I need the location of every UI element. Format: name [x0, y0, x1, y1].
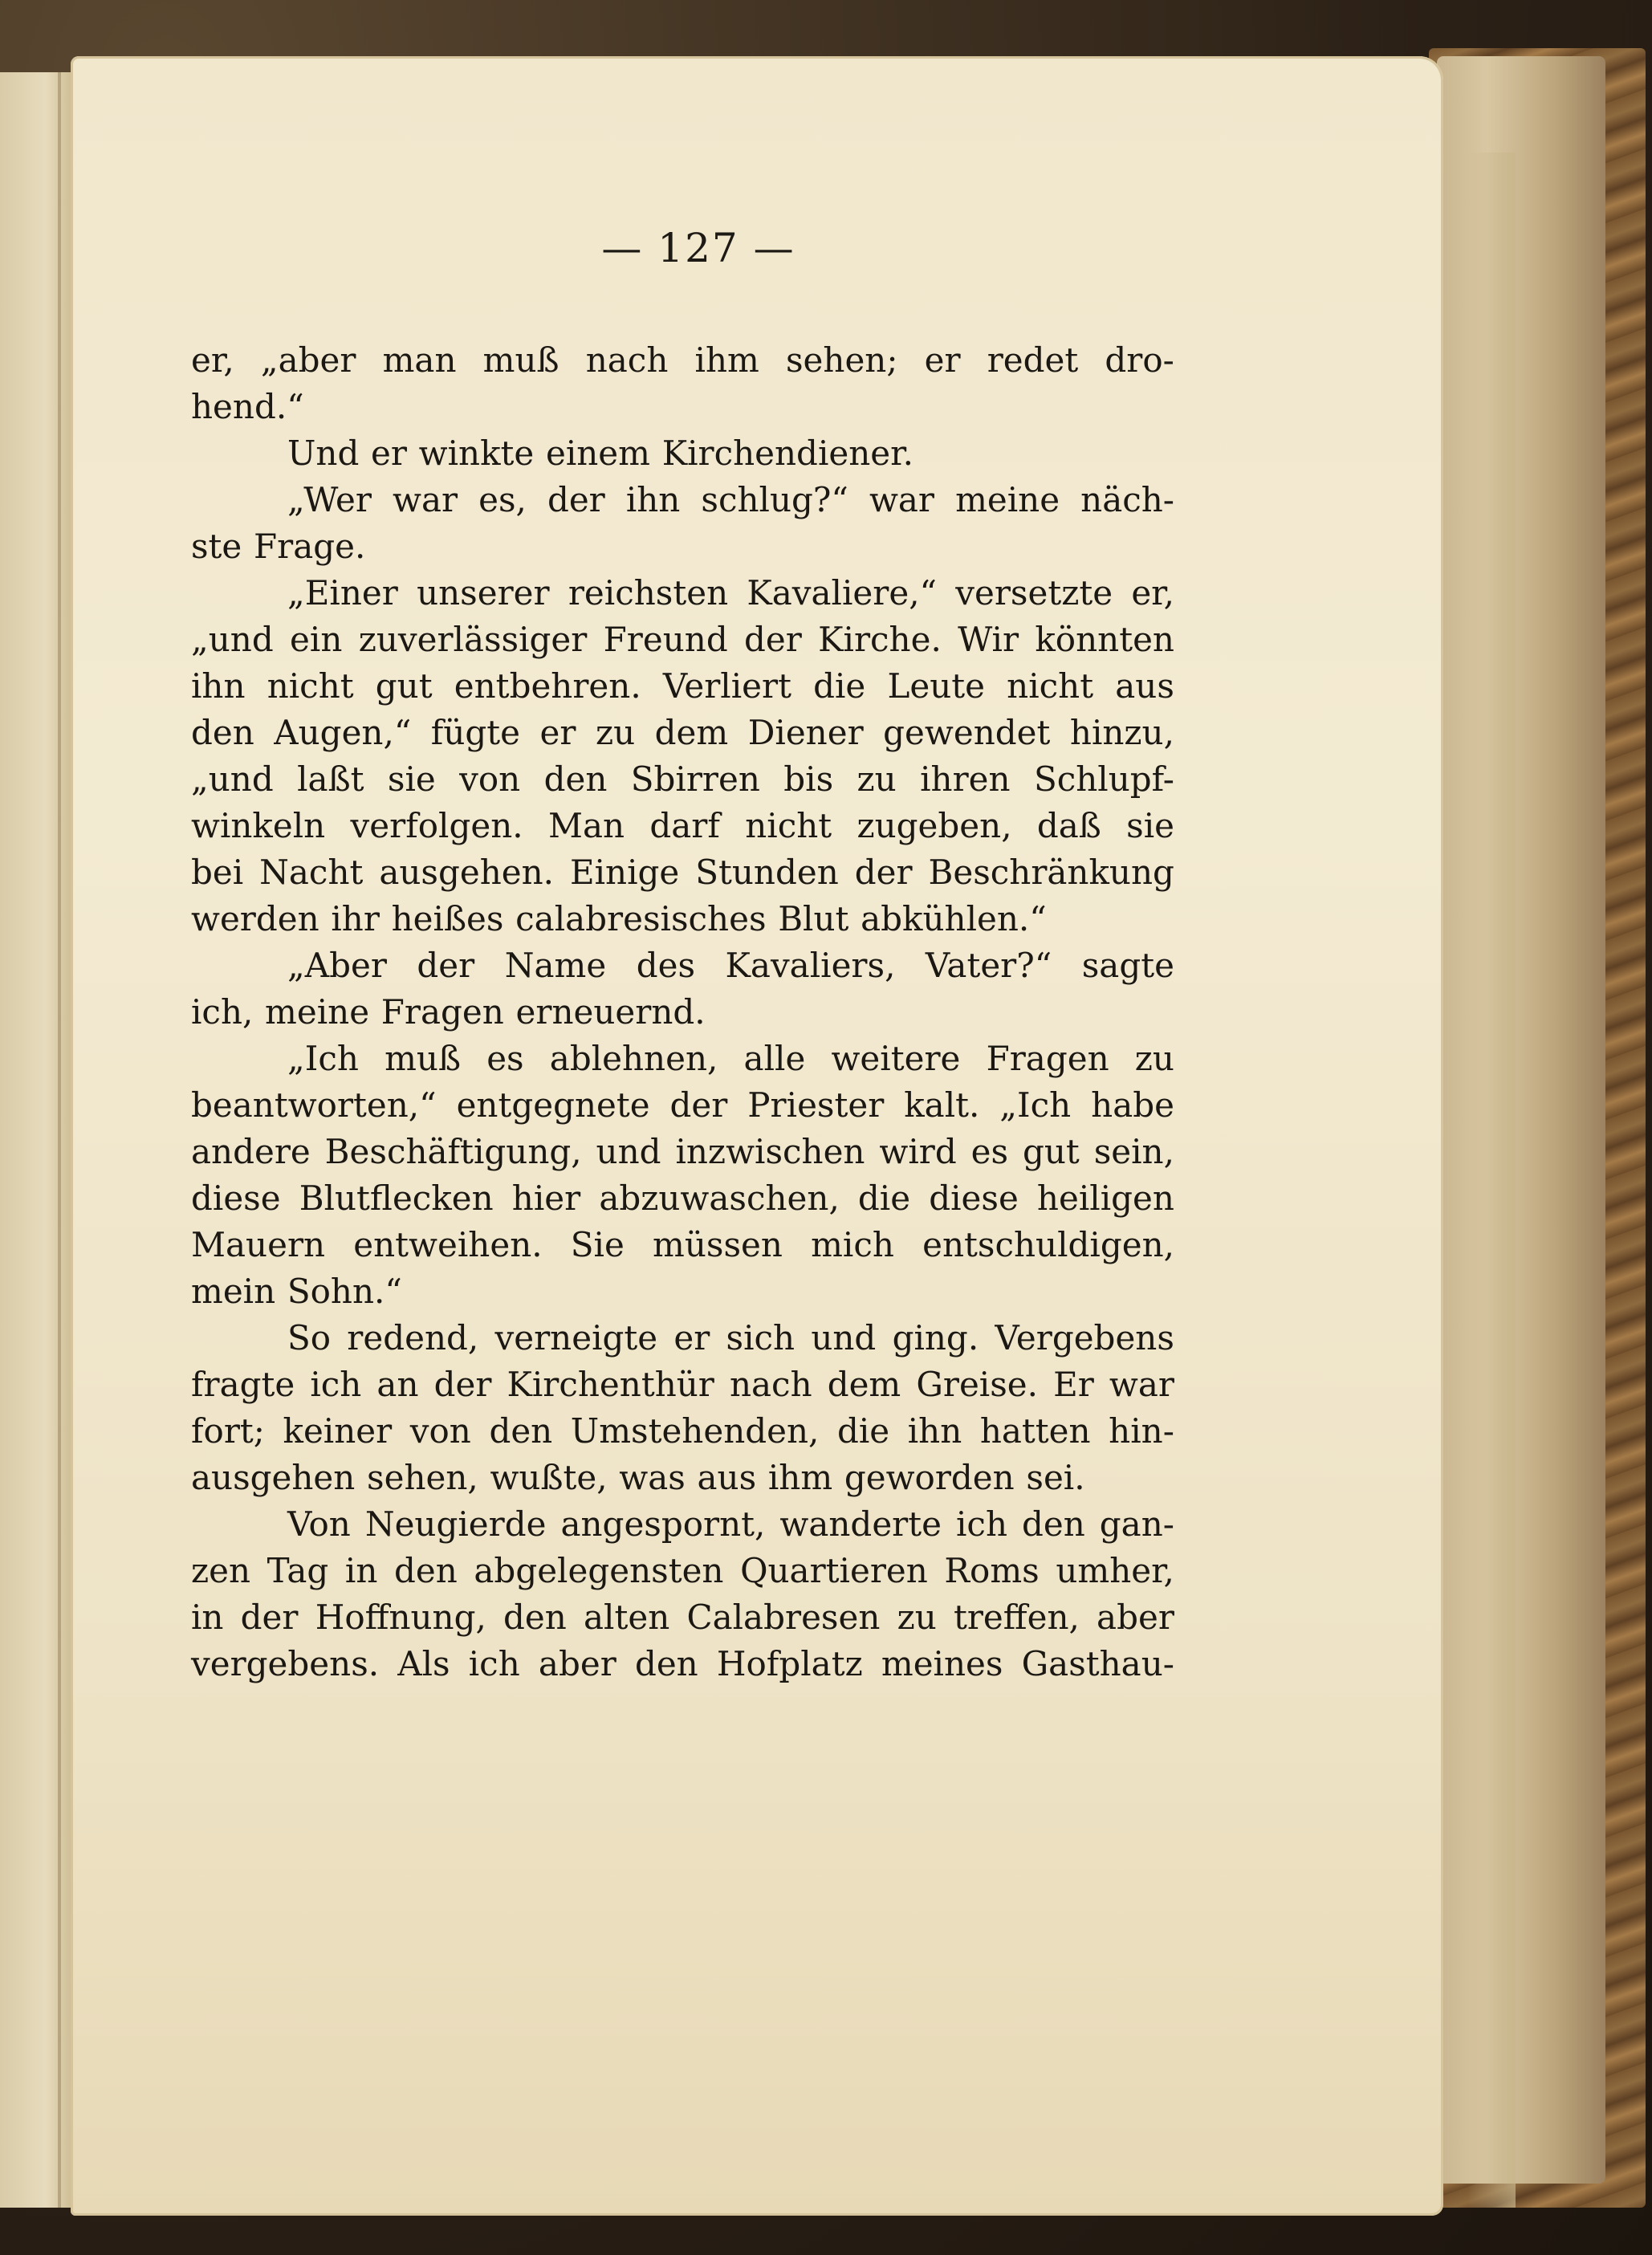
word: Blutflecken	[299, 1178, 494, 1218]
word: umher,	[1056, 1551, 1174, 1590]
word: Vater?“	[925, 946, 1052, 985]
word: näch-	[1080, 480, 1174, 519]
word: „Einer	[287, 573, 398, 613]
word: Kirchenthür	[507, 1365, 714, 1404]
word: werden	[191, 899, 319, 938]
word: nicht	[1007, 666, 1094, 706]
text-line	[191, 430, 1174, 477]
word: dem	[827, 1365, 901, 1404]
word: sich	[726, 1318, 795, 1357]
word: vergebens.	[191, 1644, 380, 1683]
word: Gasthau-	[1021, 1644, 1174, 1683]
word: Vergebens	[995, 1318, 1174, 1357]
word: Tag	[267, 1551, 329, 1590]
word: Greise.	[916, 1365, 1039, 1404]
word: zen	[191, 1551, 251, 1590]
word: Sbirren	[630, 759, 760, 799]
word: redend,	[347, 1318, 479, 1357]
word: Kavaliere,“	[747, 573, 938, 613]
body-text	[191, 337, 1174, 1687]
word: den	[1022, 1504, 1085, 1544]
word: Einige	[569, 853, 680, 892]
word: Neugierde	[364, 1504, 547, 1544]
word: Diener	[747, 713, 864, 752]
word: andere	[191, 1132, 311, 1171]
page-stack-edge	[1437, 56, 1605, 2184]
word: „Aber	[287, 946, 387, 985]
word: ihr	[331, 899, 380, 938]
text-line	[191, 849, 1174, 896]
word: die	[813, 666, 866, 706]
word: laßt	[297, 759, 364, 799]
word: in	[191, 1598, 224, 1637]
word: Fragen	[380, 992, 504, 1032]
word: „Ich	[287, 1039, 359, 1078]
word: meine	[265, 992, 370, 1032]
word: ihn	[625, 480, 681, 519]
text-line	[191, 1408, 1174, 1455]
word: Augen,“	[274, 713, 412, 752]
text-line	[191, 1501, 1174, 1548]
word: abgelegensten	[474, 1551, 724, 1590]
word: sein,	[1093, 1132, 1174, 1171]
word: einem	[545, 433, 650, 473]
facing-page-edge	[0, 72, 76, 2208]
word: ich,	[191, 992, 254, 1032]
word: von	[409, 1411, 471, 1451]
word: Kirche.	[818, 620, 942, 659]
word: „Wer	[287, 480, 372, 519]
word: bei	[191, 853, 244, 892]
word: fügte	[430, 713, 521, 752]
word: Sie	[570, 1225, 625, 1264]
word: Wir	[958, 620, 1019, 659]
text-line	[191, 384, 1174, 430]
word: war	[393, 480, 458, 519]
word: sei.	[1026, 1458, 1085, 1497]
word: entbehren.	[454, 666, 641, 706]
word: Kavaliers,	[725, 946, 896, 985]
word: wird	[879, 1132, 957, 1171]
word: zuverlässiger	[358, 620, 588, 659]
word: sehen,	[367, 1458, 478, 1497]
word: Blut	[778, 899, 849, 938]
word: zu	[857, 759, 897, 799]
word: mein	[191, 1272, 276, 1311]
word: der	[240, 1598, 299, 1637]
word: „und	[191, 620, 274, 659]
word: Frage.	[253, 527, 366, 566]
text-line	[191, 523, 1174, 570]
word: er,	[191, 340, 234, 380]
word: aus	[1115, 666, 1174, 706]
word: ich	[955, 1504, 1007, 1544]
word: zugeben,	[857, 806, 1012, 845]
word: calabresisches	[515, 899, 767, 938]
word: darf	[649, 806, 720, 845]
word: verneigte	[494, 1318, 658, 1357]
word: ein	[290, 620, 343, 659]
word: er	[673, 1318, 710, 1357]
word: mich	[811, 1225, 894, 1264]
text-line	[191, 1222, 1174, 1268]
word: hatten	[979, 1411, 1091, 1451]
word: hin-	[1109, 1411, 1174, 1451]
text-line	[191, 1548, 1174, 1594]
word: ausgehen.	[379, 853, 555, 892]
text-line	[191, 1036, 1174, 1082]
word: treffen,	[953, 1598, 1080, 1637]
word: erneuernd.	[515, 992, 706, 1032]
word: den	[489, 1411, 553, 1451]
word: heiligen	[1036, 1178, 1174, 1218]
word: Man	[547, 806, 625, 845]
word: alten	[584, 1598, 670, 1637]
word: ihn	[907, 1411, 962, 1451]
word: sie	[387, 759, 436, 799]
word: von	[459, 759, 521, 799]
word: ihn	[191, 666, 246, 706]
word: aus	[697, 1458, 757, 1497]
word: winkte	[418, 433, 535, 473]
word: den	[634, 1644, 698, 1683]
text-line	[191, 1268, 1174, 1315]
word: Kirchendiener.	[661, 433, 913, 473]
word: Er	[1053, 1365, 1094, 1404]
word: die	[836, 1411, 890, 1451]
word: fort;	[191, 1411, 265, 1451]
word: er	[371, 433, 407, 473]
word: unserer	[417, 573, 550, 613]
word: ich	[468, 1644, 520, 1683]
word: schlug?“	[701, 480, 848, 519]
word: und	[596, 1132, 661, 1171]
word: der	[669, 1085, 728, 1125]
word: nach	[585, 340, 669, 380]
word: muß	[385, 1039, 462, 1078]
word: reichsten	[568, 573, 729, 613]
word: Priester	[747, 1085, 885, 1125]
word: inzwischen	[675, 1132, 865, 1171]
word: verfolgen.	[350, 806, 523, 845]
word: den	[191, 713, 254, 752]
word: abzuwaschen,	[599, 1178, 840, 1218]
text-line	[191, 1315, 1174, 1362]
word: war	[1109, 1365, 1174, 1404]
word: kalt.	[904, 1085, 980, 1125]
text-line	[191, 1129, 1174, 1175]
word: Hoffnung,	[315, 1598, 486, 1637]
text-line	[191, 1362, 1174, 1408]
word: redet	[987, 340, 1079, 380]
word: ihren	[920, 759, 1011, 799]
word: „aber	[260, 340, 356, 380]
word: diese	[929, 1178, 1019, 1218]
word: „und	[191, 759, 274, 799]
word: der	[854, 853, 913, 892]
word: Calabresen	[686, 1598, 881, 1637]
word: nicht	[745, 806, 832, 845]
word: Roms	[944, 1551, 1040, 1590]
text-line	[191, 570, 1174, 617]
text-line	[191, 803, 1174, 849]
word: „Ich	[999, 1085, 1072, 1125]
word: ablehnen,	[549, 1039, 718, 1078]
word: wußte,	[490, 1458, 608, 1497]
text-line	[191, 477, 1174, 523]
word: meine	[955, 480, 1060, 519]
text-line	[191, 337, 1174, 384]
word: ste	[191, 527, 242, 566]
word: entweihen.	[353, 1225, 543, 1264]
word: der	[744, 620, 802, 659]
word: den	[394, 1551, 458, 1590]
word: Sohn.“	[287, 1272, 402, 1311]
word: des	[636, 946, 696, 985]
word: muß	[482, 340, 559, 380]
word: So	[287, 1318, 332, 1357]
word: zu	[595, 713, 636, 752]
text-line	[191, 1594, 1174, 1641]
text-line	[191, 1641, 1174, 1687]
word: Von	[287, 1504, 351, 1544]
text-line	[191, 1175, 1174, 1222]
word: der	[417, 946, 475, 985]
word: Hofplatz	[716, 1644, 863, 1683]
word: nach	[729, 1365, 812, 1404]
word: diese	[191, 1178, 281, 1218]
word: gan-	[1099, 1504, 1174, 1544]
word: in	[344, 1551, 378, 1590]
word: er	[924, 340, 961, 380]
text-line	[191, 989, 1174, 1036]
word: keiner	[283, 1411, 393, 1451]
text-line	[191, 710, 1174, 756]
word: gut	[375, 666, 433, 706]
word: ausgehen	[191, 1458, 356, 1497]
page-number: — 127 —	[601, 225, 795, 271]
word: die	[857, 1178, 911, 1218]
word: abkühlen.“	[861, 899, 1047, 938]
word: Stunden	[695, 853, 839, 892]
word: Fragen	[986, 1039, 1109, 1078]
text-line	[191, 663, 1174, 710]
word: bis	[783, 759, 834, 799]
word: wanderte	[779, 1504, 942, 1544]
word: weitere	[831, 1039, 961, 1078]
word: der	[433, 1365, 492, 1404]
word: es	[970, 1132, 1009, 1171]
word: versetzte	[955, 573, 1113, 613]
word: winkeln	[191, 806, 326, 845]
text-line	[191, 756, 1174, 803]
word: Umstehenden,	[570, 1411, 820, 1451]
word: dem	[654, 713, 729, 752]
text-line	[191, 617, 1174, 663]
word: ich	[310, 1365, 362, 1404]
word: Leute	[887, 666, 985, 706]
word: Beschränkung	[928, 853, 1174, 892]
text-line	[191, 942, 1174, 989]
word: zu	[1134, 1039, 1174, 1078]
word: Quartieren	[740, 1551, 928, 1590]
word: habe	[1091, 1085, 1174, 1125]
word: ihm	[767, 1458, 833, 1497]
word: Beschäftigung,	[324, 1132, 582, 1171]
word: sagte	[1081, 946, 1174, 985]
word: Als	[397, 1644, 450, 1683]
word: und	[811, 1318, 877, 1357]
word: Nacht	[259, 853, 364, 892]
word: es	[486, 1039, 524, 1078]
word: Schlupf-	[1033, 759, 1174, 799]
word: Freund	[603, 620, 728, 659]
word: gewendet	[883, 713, 1051, 752]
word: entschuldigen,	[922, 1225, 1174, 1264]
word: man	[382, 340, 457, 380]
word: den	[543, 759, 608, 799]
word: zu	[897, 1598, 937, 1637]
word: angespornt,	[560, 1504, 766, 1544]
word: hier	[511, 1178, 581, 1218]
word: sehen;	[785, 340, 898, 380]
word: Und	[287, 433, 360, 473]
word: müssen	[653, 1225, 783, 1264]
word: ging.	[892, 1318, 979, 1357]
word: fragte	[191, 1365, 295, 1404]
word: Verliert	[662, 666, 791, 706]
word: war	[869, 480, 935, 519]
word: heißes	[391, 899, 504, 938]
word: Mauern	[191, 1225, 326, 1264]
word: was	[619, 1458, 686, 1497]
word: ihm	[694, 340, 759, 380]
word: gut	[1022, 1132, 1080, 1171]
word: entgegnete	[456, 1085, 650, 1125]
word: der	[547, 480, 605, 519]
word: dro-	[1105, 340, 1174, 380]
word: aber	[538, 1644, 616, 1683]
word: könnten	[1035, 620, 1174, 659]
word: den	[503, 1598, 567, 1637]
page-fold-shadow	[1467, 153, 1516, 2208]
text-line	[191, 896, 1174, 942]
word: hinzu,	[1069, 713, 1174, 752]
word: Name	[504, 946, 607, 985]
word: sie	[1126, 806, 1174, 845]
word: nicht	[267, 666, 354, 706]
text-line	[191, 1455, 1174, 1501]
word: es,	[478, 480, 527, 519]
word: geworden	[844, 1458, 1015, 1497]
word: hend.“	[191, 387, 304, 426]
word: an	[376, 1365, 419, 1404]
word: er,	[1131, 573, 1174, 613]
word: beantworten,“	[191, 1085, 437, 1125]
word: er	[539, 713, 576, 752]
word: alle	[743, 1039, 806, 1078]
word: aber	[1097, 1598, 1174, 1637]
word: daß	[1036, 806, 1101, 845]
gutter-line	[58, 72, 61, 2208]
text-line	[191, 1082, 1174, 1129]
word: meines	[881, 1644, 1003, 1683]
